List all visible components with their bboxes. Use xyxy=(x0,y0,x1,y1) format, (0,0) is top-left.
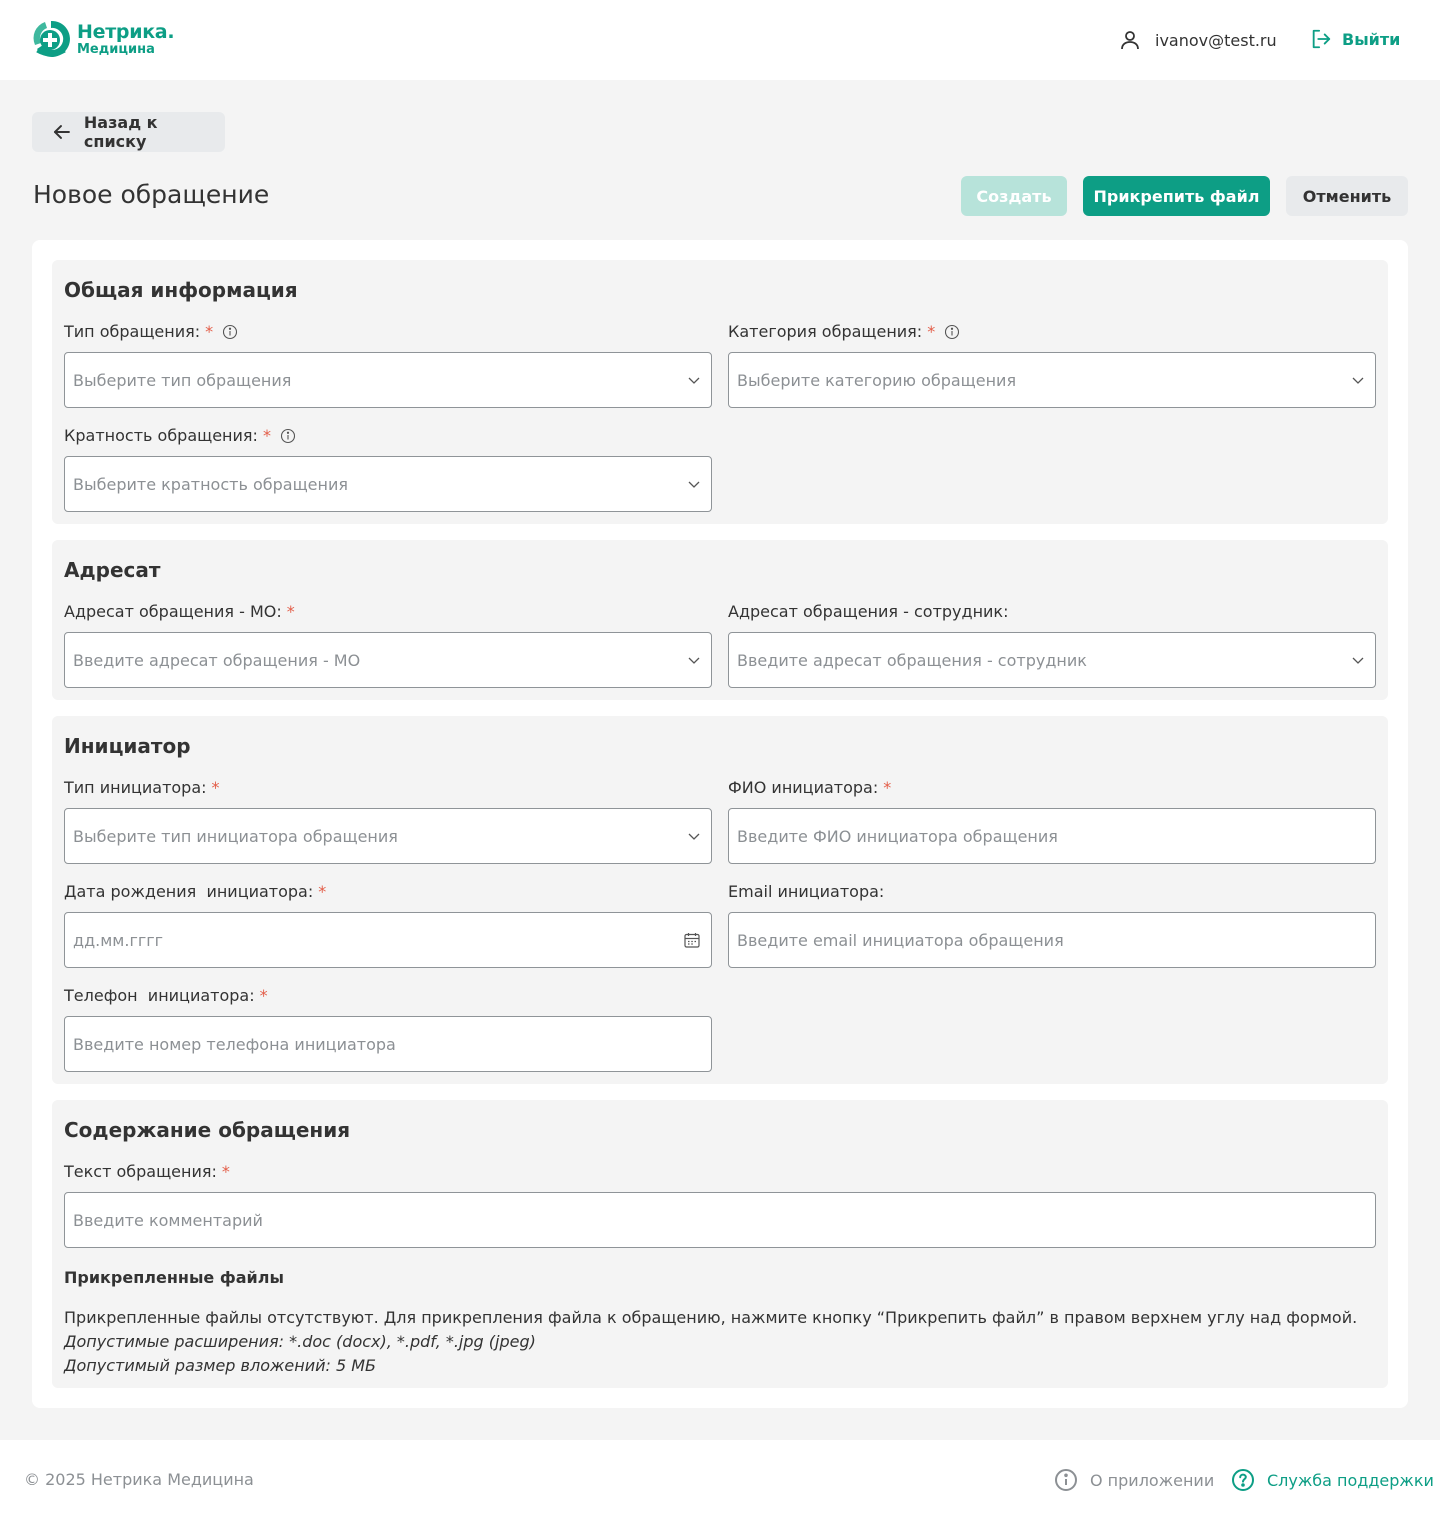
attached-files-title: Прикрепленные файлы xyxy=(64,1268,284,1287)
chevron-down-icon xyxy=(1351,653,1365,667)
request-frequency-select[interactable]: Выберите кратность обращения xyxy=(64,456,712,512)
section-title: Адресат xyxy=(64,558,161,582)
info-icon[interactable] xyxy=(222,324,238,340)
required-mark: * xyxy=(883,778,892,797)
app-footer xyxy=(0,1440,1440,1520)
request-category-select[interactable]: Выберите категорию обращения xyxy=(728,352,1376,408)
logout-button[interactable] xyxy=(1310,28,1400,50)
addressee-mo-select[interactable]: Введите адресат обращения - МО xyxy=(64,632,712,688)
info-icon[interactable] xyxy=(280,428,296,444)
initiator-fio-label: ФИО инициатора: * xyxy=(728,778,892,797)
user-icon xyxy=(1118,28,1142,52)
addressee-employee-select[interactable]: Введите адресат обращения - сотрудник xyxy=(728,632,1376,688)
help-icon xyxy=(1231,1468,1255,1492)
allowed-extensions: Допустимые расширения: *.doc (docx), *.pdf, *.jpg (jpeg) xyxy=(64,1332,536,1351)
attach-file-button[interactable]: Прикрепить файл xyxy=(1083,176,1270,216)
section-title: Общая информация xyxy=(64,278,298,302)
chevron-down-icon xyxy=(1351,373,1365,387)
required-mark: * xyxy=(211,778,220,797)
request-text-input[interactable]: Введите комментарий xyxy=(64,1192,1376,1248)
required-mark: * xyxy=(318,882,327,901)
chevron-down-icon xyxy=(687,477,701,491)
request-type-select[interactable]: Выберите тип обращения xyxy=(64,352,712,408)
logout-label: Выйти xyxy=(1342,29,1401,49)
section-initiator xyxy=(52,716,1388,1084)
logo[interactable] xyxy=(31,18,174,60)
request-category-label: Категория обращения: * xyxy=(728,322,960,341)
required-mark: * xyxy=(205,322,214,341)
page-title: Новое обращение xyxy=(33,180,270,209)
section-general xyxy=(52,260,1388,524)
arrow-left-icon xyxy=(52,122,72,142)
logo-title: Нетрика. xyxy=(77,20,175,43)
cancel-button[interactable]: Отменить xyxy=(1286,176,1408,216)
chevron-down-icon xyxy=(687,653,701,667)
logo-subtitle: Медицина xyxy=(77,41,155,57)
chevron-down-icon xyxy=(687,373,701,387)
app-header xyxy=(0,0,1440,80)
initiator-birth-date-input[interactable]: дд.мм.гггг xyxy=(64,912,712,968)
required-mark: * xyxy=(221,1162,230,1181)
attached-files-note xyxy=(64,1306,1357,1378)
copyright: © 2025 Нетрика Медицина xyxy=(24,1470,254,1489)
initiator-fio-input[interactable]: Введите ФИО инициатора обращения xyxy=(728,808,1376,864)
required-mark: * xyxy=(259,986,268,1005)
request-text-label: Текст обращения: * xyxy=(64,1162,230,1181)
section-title: Содержание обращения xyxy=(64,1118,351,1142)
about-label: О приложении xyxy=(1090,1470,1215,1490)
chevron-down-icon xyxy=(687,829,701,843)
initiator-email-label: Email инициатора: xyxy=(728,882,885,901)
logo-icon xyxy=(31,19,71,59)
create-button[interactable]: Создать xyxy=(961,176,1067,216)
initiator-birth-label: Дата рождения инициатора: * xyxy=(64,882,327,901)
max-file-size: Допустимый размер вложений: 5 МБ xyxy=(64,1356,377,1375)
info-icon[interactable] xyxy=(944,324,960,340)
section-addressee xyxy=(52,540,1388,700)
logout-icon xyxy=(1310,28,1332,50)
initiator-email-input[interactable]: Введите email инициатора обращения xyxy=(728,912,1376,968)
section-content xyxy=(52,1100,1388,1388)
support-link[interactable] xyxy=(1231,1468,1434,1492)
initiator-phone-input[interactable]: Введите номер телефона инициатора xyxy=(64,1016,712,1072)
section-title: Инициатор xyxy=(64,734,191,758)
request-type-label: Тип обращения: * xyxy=(64,322,238,341)
user-email: ivanov@test.ru xyxy=(1155,30,1277,50)
required-mark: * xyxy=(286,602,295,621)
calendar-icon[interactable] xyxy=(683,931,701,949)
request-frequency-label: Кратность обращения: * xyxy=(64,426,296,445)
files-empty-message: Прикрепленные файлы отсутствуют. Для прикрепления файла к обращению, нажмите кнопку “Прикрепить файл” в правом верхнем углу над формой. xyxy=(64,1308,1358,1327)
support-label: Служба поддержки xyxy=(1267,1470,1434,1490)
info-icon xyxy=(1054,1468,1078,1492)
about-app-link[interactable] xyxy=(1054,1468,1214,1492)
addressee-mo-label: Адресат обращения - МО: * xyxy=(64,602,295,621)
back-to-list-button[interactable] xyxy=(32,112,225,152)
required-mark: * xyxy=(262,426,271,445)
initiator-type-label: Тип инициатора: * xyxy=(64,778,220,797)
user-info[interactable] xyxy=(1118,28,1277,52)
required-mark: * xyxy=(927,322,936,341)
initiator-phone-label: Телефон инициатора: * xyxy=(64,986,268,1005)
back-label: Назад к списку xyxy=(83,113,158,151)
addressee-employee-label: Адресат обращения - сотрудник: xyxy=(728,602,1009,621)
initiator-type-select[interactable]: Выберите тип инициатора обращения xyxy=(64,808,712,864)
